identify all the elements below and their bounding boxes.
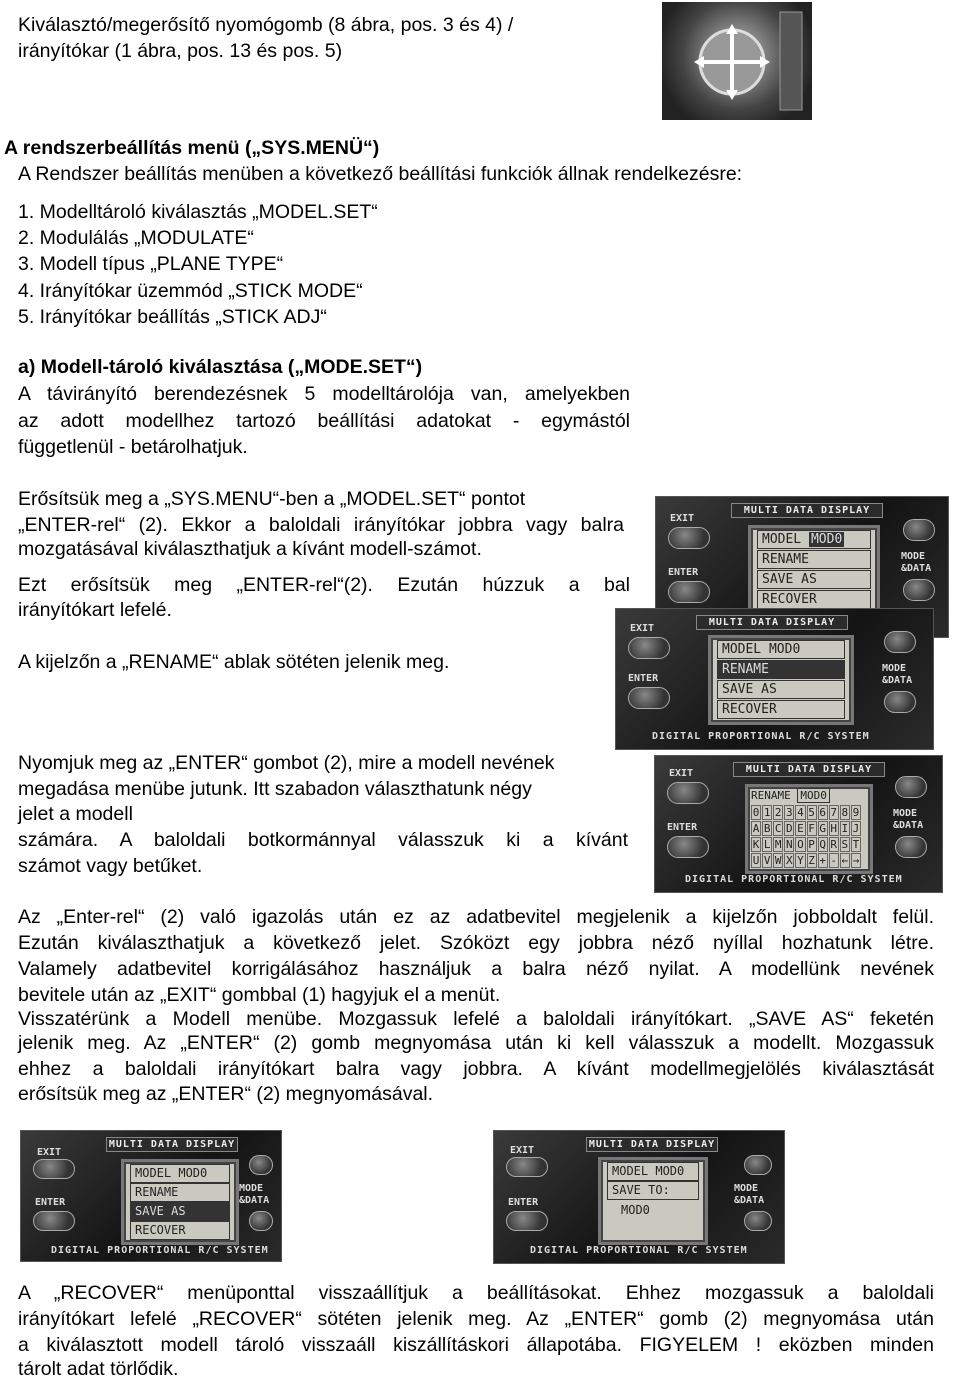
adata-label: &DATA — [882, 675, 913, 686]
device-header: MULTI DATA DISPLAY — [733, 762, 885, 777]
section-a-p6-line: erősítsük meg az „ENTER“ (2) megnyomásával. — [18, 1083, 434, 1105]
lcd-mod: MOD0 — [810, 532, 843, 547]
mode-label: MODE — [734, 1183, 759, 1194]
lcd-model: MODEL — [135, 1166, 172, 1180]
exit-label: EXIT — [630, 623, 655, 634]
rename-char-cell: B — [763, 822, 771, 835]
section-a-p6-line: bevitele után az „EXIT“ gombbal (1) hagyjuk el a menüt. — [18, 984, 501, 1006]
rename-char-cell: 7 — [830, 806, 838, 819]
sys-menu-item: 3. Modell típus „PLANE TYPE“ — [18, 253, 284, 275]
lcd-screen — [745, 784, 873, 874]
rename-char-cell: D — [786, 822, 793, 835]
section-a-p1-line: az adott modellhez tartozó beállítási adatokat - egymástól — [18, 410, 630, 432]
mode-label: MODE — [893, 808, 918, 819]
rename-char-cell: H — [830, 822, 838, 835]
device-header: MULTI DATA DISPLAY — [696, 615, 848, 630]
plus-button — [884, 631, 916, 653]
section-a-p2-line: Erősítsük meg a „SYS.MENU“-ben a „MODEL.SET“ pontot — [18, 488, 526, 510]
plus-button — [895, 776, 927, 798]
rename-char-cell: 1 — [763, 806, 771, 819]
lcd-screen — [708, 635, 854, 725]
lcd-row-save: SAVE AS — [130, 1202, 230, 1221]
joystick-photo — [662, 2, 812, 120]
minus-button — [895, 836, 927, 858]
enter-button — [33, 1211, 75, 1231]
lcd-row-model — [757, 530, 871, 549]
minus-button — [744, 1211, 772, 1231]
device-header: MULTI DATA DISPLAY — [731, 503, 883, 518]
lcd-rename-label: RENAME — [751, 789, 791, 802]
enter-label: ENTER — [628, 673, 659, 684]
minus-button — [903, 579, 935, 601]
section-a-p5-line: számára. A baloldali botkormánnyal válasszuk ki a kívánt — [18, 829, 628, 851]
enter-button — [667, 836, 709, 858]
device-screenshot-rename-grid — [654, 755, 943, 893]
rename-char-cell: Y — [797, 854, 804, 867]
section-a-p5-line: jelet a modell — [18, 803, 133, 825]
plus-button — [744, 1155, 772, 1175]
section-a-p6-line: Ezután kiválaszthatjuk a következő jelet. Szóközt egy jobbra néző nyíllal hozhatunk létre. — [18, 932, 934, 954]
rename-char-cell: S — [841, 838, 849, 851]
section-a-p3-line: Ezt erősítsük meg „ENTER-rel“(2). Ezután húzzuk a bal — [18, 574, 630, 596]
lcd-row-rename: RENAME — [130, 1183, 230, 1202]
lcd-mod: MOD0 — [768, 642, 801, 657]
lcd-row-recover: RECOVER — [717, 700, 845, 719]
rename-char-cell: G — [819, 822, 826, 835]
exit-button — [668, 527, 710, 549]
lcd-mod: MOD0 — [655, 1164, 685, 1178]
rename-char-cell: → — [852, 854, 860, 867]
section-a-p1-line: A távirányító berendezésnek 5 modelltárolója van, amelyekben — [18, 383, 630, 405]
adata-label: &DATA — [239, 1195, 270, 1206]
section-a-p4: A kijelzőn a „RENAME“ ablak sötéten jelenik meg. — [18, 651, 450, 673]
joystick-icon — [662, 2, 812, 120]
section-a-p6-line: ehhez a baloldali irányítókart balra vagy jobbra. A kívánt modellmegjelölés kiválasztását — [18, 1058, 934, 1080]
rename-char-cell: R — [830, 838, 838, 851]
rename-char-cell: Q — [819, 838, 826, 851]
section-a-p6-line: Visszatérünk a Modell menübe. Mozgassuk lefelé a baloldali irányítókart. „SAVE AS“ feketén — [18, 1008, 934, 1030]
section-a-p5-line: megadása menübe jutunk. Itt szabadon választhatunk négy — [18, 778, 532, 800]
rename-char-cell: 2 — [774, 806, 782, 819]
lcd-row-rename: RENAME — [757, 550, 871, 569]
rename-char-cell: 9 — [852, 806, 860, 819]
section-a-p5-line: számot vagy betűket. — [18, 855, 203, 877]
rename-char-cell: I — [841, 822, 849, 835]
rename-char-cell: J — [852, 822, 860, 835]
exit-button — [667, 782, 709, 804]
rename-char-cell: C — [774, 822, 782, 835]
minus-button — [884, 691, 916, 713]
sys-menu-title: A rendszerbeállítás menü („SYS.MENÜ“) — [4, 137, 380, 159]
header-line-1: Kiválasztó/megerősítő nyomógomb (8 ábra, pos. 3 és 4) / — [18, 14, 514, 36]
section-a-p6-line: Az „Enter-rel“ (2) való igazolás után ez az adatbevitel megjelenik a kijelzőn jobboldalt felül. — [18, 906, 934, 928]
device-footer: DIGITAL PROPORTIONAL R/C SYSTEM — [652, 731, 870, 742]
section-a-p2-line: mozgatásával kiválaszthatjuk a kívánt modell-számot. — [18, 538, 482, 560]
exit-label: EXIT — [670, 513, 695, 524]
enter-label: ENTER — [508, 1197, 539, 1208]
lcd-row-model — [717, 640, 845, 659]
lcd-row-saveto: SAVE TO: — [607, 1181, 699, 1200]
enter-button — [628, 687, 670, 709]
plus-button — [249, 1155, 273, 1175]
plus-button — [903, 519, 935, 541]
section-a-p7-line: tárolt adat törlődik. — [18, 1358, 179, 1380]
adata-label: &DATA — [734, 1195, 765, 1206]
rename-char-cell: V — [763, 854, 771, 867]
sys-menu-item: 1. Modelltároló kiválasztás „MODEL.SET“ — [18, 201, 378, 223]
lcd-screen — [121, 1159, 239, 1245]
lcd-model: MODEL — [762, 532, 802, 547]
rename-char-cell: O — [797, 838, 804, 851]
lcd-model: MODEL — [722, 642, 762, 657]
enter-label: ENTER — [667, 822, 698, 833]
exit-label: EXIT — [510, 1145, 535, 1156]
rename-char-cell: A — [752, 822, 760, 835]
rename-char-cell: 3 — [786, 806, 793, 819]
rename-char-cell: L — [763, 838, 771, 851]
lcd-row-save: SAVE AS — [717, 680, 845, 699]
rename-char-cell: F — [808, 822, 815, 835]
rename-char-cell: X — [786, 854, 793, 867]
device-screenshot-rename-highlight — [615, 608, 934, 750]
lcd-rename-title — [751, 789, 830, 802]
section-a-p1-line: függetlenül - betárolhatjuk. — [18, 436, 248, 458]
rename-char-cell: 4 — [797, 806, 804, 819]
rename-char-cell: P — [808, 838, 815, 851]
enter-button — [506, 1211, 548, 1231]
device-header: MULTI DATA DISPLAY — [106, 1137, 238, 1152]
rename-char-cell: 6 — [819, 806, 826, 819]
section-a-title: a) Modell-tároló kiválasztása („MODE.SET“) — [18, 356, 423, 378]
rename-char-cell: E — [797, 822, 804, 835]
rename-char-cell: 0 — [752, 806, 760, 819]
rename-char-cell: N — [786, 838, 793, 851]
section-a-p7-line: irányítókart lefelé „RECOVER“ sötéten jelenik meg. Az „ENTER“ gomb (2) megnyomása után — [18, 1308, 934, 1330]
lcd-row-rename: RENAME — [717, 660, 845, 679]
minus-button — [249, 1211, 273, 1231]
device-header: MULTI DATA DISPLAY — [586, 1137, 718, 1152]
rename-char-cell: K — [752, 838, 760, 851]
exit-button — [33, 1159, 75, 1179]
header-line-2: irányítókar (1 ábra, pos. 13 és pos. 5) — [18, 40, 343, 62]
rename-char-cell: U — [752, 854, 760, 867]
lcd-mod: MOD0 — [178, 1166, 208, 1180]
section-a-p7-line: A „RECOVER“ menüponttal visszaállítjuk a beállításokat. Ehhez mozgassuk a baloldali — [18, 1282, 934, 1304]
rename-char-cell: ← — [841, 854, 849, 867]
section-a-p5-line: Nyomjuk meg az „ENTER“ gombot (2), mire a modell nevének — [18, 752, 555, 774]
device-footer: DIGITAL PROPORTIONAL R/C SYSTEM — [530, 1245, 748, 1256]
lcd-row-recover: RECOVER — [130, 1221, 230, 1240]
section-a-p3-line: irányítókart lefelé. — [18, 599, 172, 621]
enter-button — [668, 581, 710, 603]
lcd-model: MODEL — [612, 1164, 649, 1178]
lcd-row-model — [607, 1162, 699, 1181]
lcd-rename-value: MOD0 — [797, 788, 830, 803]
enter-label: ENTER — [35, 1197, 66, 1208]
sys-menu-item: 2. Modulálás „MODULATE“ — [18, 227, 254, 249]
device-footer: DIGITAL PROPORTIONAL R/C SYSTEM — [51, 1245, 269, 1256]
enter-label: ENTER — [668, 567, 699, 578]
lcd-screen — [748, 525, 880, 615]
lcd-row-recover: RECOVER — [757, 590, 871, 609]
rename-char-cell: 8 — [841, 806, 849, 819]
exit-button — [628, 637, 670, 659]
rename-char-cell: Z — [808, 854, 815, 867]
sys-menu-item: 4. Irányítókar üzemmód „STICK MODE“ — [18, 280, 363, 302]
rename-char-cell: W — [774, 854, 782, 867]
mode-label: MODE — [882, 663, 907, 674]
sys-menu-item: 5. Irányítókar beállítás „STICK ADJ“ — [18, 306, 327, 328]
rename-char-cell: T — [852, 838, 860, 851]
exit-label: EXIT — [37, 1147, 62, 1158]
lcd-row-save: SAVE AS — [757, 570, 871, 589]
lcd-screen — [598, 1157, 708, 1245]
exit-button — [506, 1157, 548, 1177]
rename-char-cell: + — [819, 854, 826, 867]
device-screenshot-save-to — [493, 1130, 785, 1264]
mode-label: MODE — [901, 551, 926, 562]
section-a-p6-line: jelenik meg. Az „ENTER“ (2) gomb megnyomása után ki kell válasszuk a modellt. Mozgassuk — [18, 1032, 934, 1054]
rename-char-cell: M — [774, 838, 782, 851]
device-footer: DIGITAL PROPORTIONAL R/C SYSTEM — [685, 874, 903, 885]
lcd-row-model — [130, 1164, 230, 1183]
rename-char-cell: 5 — [808, 806, 815, 819]
lcd-row-saveto-value: MOD0 — [621, 1203, 650, 1217]
exit-label: EXIT — [669, 768, 694, 779]
adata-label: &DATA — [901, 563, 932, 574]
mode-label: MODE — [239, 1183, 264, 1194]
sys-menu-intro: A Rendszer beállítás menüben a következő beállítási funkciók állnak rendelkezésre: — [18, 163, 743, 185]
device-screenshot-save-as — [20, 1130, 282, 1262]
rename-char-cell: - — [830, 854, 838, 867]
section-a-p6-line: Valamely adatbevitel korrigálásához használjuk a balra néző nyilat. A modellünk nevének — [18, 958, 934, 980]
section-a-p2-line: „ENTER-rel“ (2). Ekkor a baloldali irányítókar jobbra vagy balra — [18, 514, 624, 536]
rename-char-grid — [751, 805, 861, 868]
section-a-p7-line: a kiválasztott modell tároló visszaáll kiszállításkori állapotába. FIGYELEM ! eközben minden — [18, 1334, 934, 1356]
adata-label: &DATA — [893, 820, 924, 831]
